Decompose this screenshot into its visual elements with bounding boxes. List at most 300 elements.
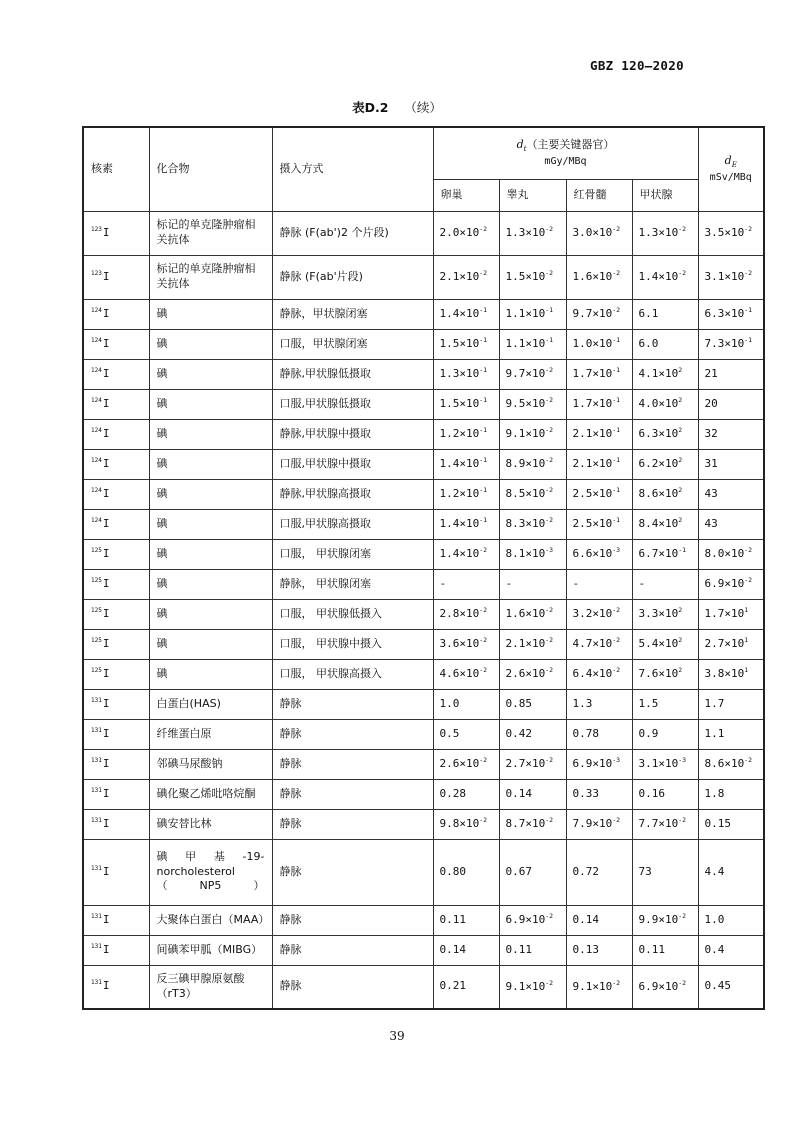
table-row [83, 479, 764, 509]
value-base: 1.7×10 [704, 607, 745, 621]
cell-red-marrow [566, 749, 632, 779]
cell-testis [499, 211, 566, 255]
cell-intake: 静脉 (F(ab')2 个片段) [272, 211, 433, 255]
cell-nuclide [83, 749, 149, 779]
table-row [83, 839, 764, 905]
value-base: 1.4×10 [638, 270, 679, 284]
nuclide-mass-number: 124 [91, 396, 102, 404]
cell-intake: 口服， 甲状腺中摄入 [272, 629, 433, 659]
value-exponent: -2 [545, 666, 554, 675]
value-exponent: 2 [678, 426, 683, 435]
cell-red-marrow [566, 599, 632, 629]
table-row [83, 779, 764, 809]
page-number: 39 [389, 1029, 405, 1043]
col-header-testis: 睾丸 [499, 179, 566, 211]
cell-nuclide [83, 389, 149, 419]
cell-effective [698, 569, 764, 599]
cell-intake: 静脉,甲状腺中摄取 [272, 419, 433, 449]
cell-testis [499, 599, 566, 629]
table-row [83, 935, 764, 965]
value-base: 9.1×10 [505, 979, 546, 993]
value-base: 9.8×10 [439, 817, 480, 831]
nuclide-element: I [102, 486, 110, 500]
table-row [83, 419, 764, 449]
nuclide-element: I [102, 269, 110, 283]
value-base: 5.4×10 [638, 637, 679, 651]
nuclide-mass-number: 131 [91, 726, 102, 734]
cell-intake: 静脉 [272, 839, 433, 905]
nuclide-element: I [102, 576, 110, 590]
cell-compound: 碘 [149, 629, 272, 659]
value-exponent: -2 [678, 816, 687, 825]
value-exponent: -1 [479, 426, 488, 435]
cell-thyroid [632, 509, 698, 539]
table-row [83, 359, 764, 389]
value-exponent: -1 [612, 336, 621, 345]
value-base: 2.7×10 [505, 757, 546, 771]
value-base: 7.9×10 [572, 817, 613, 831]
value-base: 8.5×10 [505, 487, 546, 501]
cell-effective [698, 749, 764, 779]
cell-effective: 1.1 [698, 719, 764, 749]
value-exponent: -3 [678, 756, 687, 765]
cell-ovary [433, 749, 499, 779]
cell-thyroid [632, 539, 698, 569]
cell-effective: 1.8 [698, 779, 764, 809]
cell-nuclide [83, 569, 149, 599]
cell-nuclide [83, 935, 149, 965]
cell-ovary [433, 509, 499, 539]
standard-code: GBZ 120—2020 [590, 58, 684, 73]
cell-effective [698, 599, 764, 629]
cell-red-marrow [566, 539, 632, 569]
value-base: 1.1×10 [505, 307, 546, 321]
value-base: 3.3×10 [638, 607, 679, 621]
cell-ovary: - [433, 569, 499, 599]
nuclide-mass-number: 131 [91, 864, 102, 872]
value-base: 2.1×10 [572, 427, 613, 441]
nuclide-element: I [102, 336, 110, 350]
value-base: 9.9×10 [638, 913, 679, 927]
cell-effective [698, 659, 764, 689]
col-header-compound: 化合物 [149, 127, 272, 211]
value-exponent: -1 [612, 366, 621, 375]
value-exponent: -2 [545, 396, 554, 405]
value-base: 2.8×10 [439, 607, 480, 621]
nuclide-element: I [102, 306, 110, 320]
cell-thyroid [632, 389, 698, 419]
cell-testis [499, 659, 566, 689]
cell-nuclide [83, 719, 149, 749]
value-base: 6.9×10 [505, 913, 546, 927]
value-exponent: 1 [744, 636, 749, 645]
cell-nuclide [83, 629, 149, 659]
cell-red-marrow [566, 659, 632, 689]
cell-testis: 0.85 [499, 689, 566, 719]
value-exponent: -2 [479, 666, 488, 675]
nuclide-element: I [102, 666, 110, 680]
value-base: 9.1×10 [505, 427, 546, 441]
cell-red-marrow [566, 329, 632, 359]
value-base: 2.1×10 [439, 270, 480, 284]
table-row [83, 629, 764, 659]
nuclide-element: I [102, 864, 110, 878]
value-exponent: -2 [545, 756, 554, 765]
effective-unit: mSv/MBq [709, 171, 752, 183]
cell-effective: 1.0 [698, 905, 764, 935]
cell-testis [499, 905, 566, 935]
value-exponent: -2 [744, 756, 753, 765]
table-row [83, 905, 764, 935]
value-exponent: -2 [744, 576, 753, 585]
effective-subscript: E [731, 161, 737, 170]
cell-testis [499, 809, 566, 839]
cell-effective: 0.15 [698, 809, 764, 839]
nuclide-element: I [102, 756, 110, 770]
value-exponent: -2 [612, 306, 621, 315]
nuclide-mass-number: 124 [91, 336, 102, 344]
value-base: 9.7×10 [505, 367, 546, 381]
value-base: 6.3×10 [638, 427, 679, 441]
value-base: 6.7×10 [638, 547, 679, 561]
nuclide-element: I [102, 912, 110, 926]
value-base: 1.7×10 [572, 397, 613, 411]
cell-testis: 0.42 [499, 719, 566, 749]
nuclide-element: I [102, 516, 110, 530]
cell-nuclide [83, 965, 149, 1009]
cell-nuclide [83, 419, 149, 449]
value-exponent: -2 [612, 816, 621, 825]
cell-red-marrow [566, 211, 632, 255]
nuclide-mass-number: 123 [91, 269, 102, 277]
cell-thyroid [632, 479, 698, 509]
value-base: 6.9×10 [638, 979, 679, 993]
value-exponent: -2 [479, 756, 488, 765]
value-base: 3.5×10 [704, 226, 745, 240]
table-row [83, 449, 764, 479]
cell-red-marrow [566, 629, 632, 659]
value-exponent: -2 [612, 978, 621, 987]
cell-testis: 0.67 [499, 839, 566, 905]
nuclide-element: I [102, 426, 110, 440]
cell-effective [698, 629, 764, 659]
cell-ovary [433, 255, 499, 299]
value-base: 8.6×10 [704, 757, 745, 771]
value-base: 4.7×10 [572, 637, 613, 651]
cell-red-marrow [566, 389, 632, 419]
value-exponent: -3 [612, 756, 621, 765]
col-header-thyroid: 甲状腺 [632, 179, 698, 211]
value-base: 2.1×10 [505, 637, 546, 651]
cell-effective: 20 [698, 389, 764, 419]
value-exponent: -2 [744, 546, 753, 555]
value-exponent: -1 [612, 486, 621, 495]
cell-intake: 口服,甲状腺低摄取 [272, 389, 433, 419]
cell-ovary [433, 359, 499, 389]
value-base: 1.4×10 [439, 547, 480, 561]
cell-intake: 静脉,甲状腺低摄取 [272, 359, 433, 389]
cell-compound: 白蛋白(HAS) [149, 689, 272, 719]
table-row [83, 569, 764, 599]
organ-dose-subscript: t [523, 145, 527, 154]
value-exponent: -2 [612, 636, 621, 645]
value-exponent: -1 [479, 516, 488, 525]
cell-thyroid: 0.16 [632, 779, 698, 809]
cell-compound: 间碘苯甲胍（MIBG） [149, 935, 272, 965]
cell-thyroid: 0.11 [632, 935, 698, 965]
col-header-organ-dose [433, 127, 698, 179]
value-exponent: -1 [479, 486, 488, 495]
cell-intake: 静脉 [272, 809, 433, 839]
value-exponent: -1 [545, 306, 554, 315]
nuclide-element: I [102, 456, 110, 470]
nuclide-element: I [102, 546, 110, 560]
nuclide-mass-number: 131 [91, 816, 102, 824]
cell-effective [698, 329, 764, 359]
cell-red-marrow [566, 509, 632, 539]
value-base: 6.4×10 [572, 667, 613, 681]
cell-nuclide [83, 905, 149, 935]
cell-effective: 43 [698, 509, 764, 539]
value-exponent: -2 [678, 912, 687, 921]
value-exponent: -1 [612, 396, 621, 405]
value-exponent: -2 [612, 606, 621, 615]
cell-intake: 口服,甲状腺中摄取 [272, 449, 433, 479]
value-base: 2.7×10 [704, 637, 745, 651]
cell-intake: 静脉 [272, 935, 433, 965]
nuclide-mass-number: 125 [91, 636, 102, 644]
cell-red-marrow: 1.3 [566, 689, 632, 719]
cell-ovary: 0.14 [433, 935, 499, 965]
cell-thyroid: 6.0 [632, 329, 698, 359]
cell-testis [499, 539, 566, 569]
cell-nuclide [83, 211, 149, 255]
value-base: 1.7×10 [572, 367, 613, 381]
value-base: 1.6×10 [505, 607, 546, 621]
cell-thyroid [632, 599, 698, 629]
table-row [83, 329, 764, 359]
cell-nuclide [83, 839, 149, 905]
cell-red-marrow: 0.78 [566, 719, 632, 749]
cell-red-marrow [566, 965, 632, 1009]
cell-effective: 43 [698, 479, 764, 509]
cell-red-marrow [566, 299, 632, 329]
cell-intake: 口服， 甲状腺闭塞 [272, 539, 433, 569]
value-base: 8.9×10 [505, 457, 546, 471]
cell-testis: 0.11 [499, 935, 566, 965]
cell-compound: 碘 [149, 479, 272, 509]
value-exponent: 2 [678, 396, 683, 405]
value-exponent: -1 [479, 336, 488, 345]
value-exponent: -1 [545, 336, 554, 345]
cell-nuclide [83, 329, 149, 359]
cell-nuclide [83, 509, 149, 539]
cell-compound: 碘 [149, 449, 272, 479]
value-exponent: -2 [612, 666, 621, 675]
cell-compound: 邻碘马尿酸钠 [149, 749, 272, 779]
value-exponent: 2 [678, 636, 683, 645]
organ-dose-symbol: d [516, 138, 524, 152]
nuclide-element: I [102, 636, 110, 650]
value-base: 7.3×10 [704, 337, 745, 351]
cell-compound: 纤维蛋白原 [149, 719, 272, 749]
cell-testis [499, 479, 566, 509]
cell-nuclide [83, 479, 149, 509]
cell-red-marrow: 0.72 [566, 839, 632, 905]
value-base: 9.5×10 [505, 397, 546, 411]
cell-nuclide [83, 449, 149, 479]
value-base: 2.1×10 [572, 457, 613, 471]
col-header-nuclide: 核素 [83, 127, 149, 211]
cell-red-marrow [566, 449, 632, 479]
nuclide-element: I [102, 942, 110, 956]
table-row [83, 599, 764, 629]
cell-nuclide [83, 255, 149, 299]
cell-intake: 静脉， 甲状腺闭塞 [272, 569, 433, 599]
table-row [83, 659, 764, 689]
value-exponent: 2 [678, 486, 683, 495]
value-exponent: -2 [479, 816, 488, 825]
col-header-ovary: 卵巢 [433, 179, 499, 211]
col-header-red-marrow: 红骨髓 [566, 179, 632, 211]
cell-testis [499, 629, 566, 659]
value-exponent: -2 [678, 978, 687, 987]
cell-testis [499, 509, 566, 539]
cell-ovary [433, 211, 499, 255]
value-base: 2.5×10 [572, 487, 613, 501]
cell-testis: - [499, 569, 566, 599]
cell-nuclide [83, 359, 149, 389]
cell-compound: 碘 [149, 539, 272, 569]
value-base: 6.9×10 [704, 577, 745, 591]
nuclide-element: I [102, 816, 110, 830]
cell-effective: 0.45 [698, 965, 764, 1009]
value-exponent: 2 [678, 456, 683, 465]
cell-red-marrow [566, 809, 632, 839]
cell-ovary [433, 299, 499, 329]
value-base: 8.1×10 [505, 547, 546, 561]
cell-thyroid [632, 809, 698, 839]
nuclide-mass-number: 124 [91, 306, 102, 314]
organ-dose-unit: mGy/MBq [544, 155, 587, 167]
nuclide-mass-number: 125 [91, 666, 102, 674]
value-exponent: -1 [612, 516, 621, 525]
table-row [83, 389, 764, 419]
table-row [83, 509, 764, 539]
cell-compound: 碘 [149, 509, 272, 539]
table-row [83, 965, 764, 1009]
cell-thyroid: 6.1 [632, 299, 698, 329]
nuclide-element: I [102, 396, 110, 410]
value-base: 1.1×10 [505, 337, 546, 351]
value-exponent: -1 [744, 336, 753, 345]
dose-table [82, 126, 765, 1010]
cell-red-marrow [566, 419, 632, 449]
cell-thyroid: - [632, 569, 698, 599]
value-exponent: -2 [545, 636, 554, 645]
value-base: 6.2×10 [638, 457, 679, 471]
value-exponent: -1 [612, 426, 621, 435]
cell-ovary [433, 419, 499, 449]
table-row [83, 749, 764, 779]
table-row [83, 689, 764, 719]
effective-symbol: d [724, 154, 732, 168]
value-base: 8.0×10 [704, 547, 745, 561]
cell-thyroid: 73 [632, 839, 698, 905]
cell-compound: 碘 [149, 599, 272, 629]
value-base: 3.0×10 [572, 226, 613, 240]
cell-nuclide [83, 299, 149, 329]
cell-intake: 静脉 [272, 749, 433, 779]
cell-ovary: 0.5 [433, 719, 499, 749]
value-base: 1.2×10 [439, 427, 480, 441]
nuclide-mass-number: 123 [91, 225, 102, 233]
value-exponent: -2 [545, 269, 554, 278]
cell-red-marrow: 0.13 [566, 935, 632, 965]
cell-ovary [433, 599, 499, 629]
value-base: 7.7×10 [638, 817, 679, 831]
cell-compound: 标记的单克隆肿瘤相关抗体 [149, 255, 272, 299]
value-base: 1.5×10 [439, 397, 480, 411]
value-base: 4.0×10 [638, 397, 679, 411]
cell-red-marrow [566, 359, 632, 389]
value-base: 4.6×10 [439, 667, 480, 681]
nuclide-mass-number: 131 [91, 912, 102, 920]
nuclide-mass-number: 131 [91, 756, 102, 764]
cell-intake: 口服,甲状腺高摄取 [272, 509, 433, 539]
table-row [83, 255, 764, 299]
cell-thyroid [632, 749, 698, 779]
cell-ovary [433, 539, 499, 569]
cell-thyroid [632, 211, 698, 255]
value-base: 6.6×10 [572, 547, 613, 561]
value-base: 2.5×10 [572, 517, 613, 531]
cell-compound: 碘 [149, 389, 272, 419]
cell-ovary [433, 479, 499, 509]
value-base: 1.2×10 [439, 487, 480, 501]
cell-thyroid [632, 965, 698, 1009]
cell-testis [499, 359, 566, 389]
value-base: 3.8×10 [704, 667, 745, 681]
cell-effective: 21 [698, 359, 764, 389]
value-base: 1.4×10 [439, 307, 480, 321]
cell-thyroid [632, 419, 698, 449]
cell-effective [698, 299, 764, 329]
value-base: 9.1×10 [572, 979, 613, 993]
cell-testis [499, 449, 566, 479]
value-exponent: -2 [479, 546, 488, 555]
value-exponent: -2 [678, 269, 687, 278]
cell-intake: 口服， 甲状腺低摄入 [272, 599, 433, 629]
nuclide-mass-number: 125 [91, 576, 102, 584]
cell-testis [499, 299, 566, 329]
cell-effective: 32 [698, 419, 764, 449]
value-exponent: -2 [479, 225, 488, 234]
cell-ovary: 0.11 [433, 905, 499, 935]
nuclide-mass-number: 131 [91, 979, 102, 987]
nuclide-mass-number: 131 [91, 696, 102, 704]
value-base: 3.1×10 [704, 270, 745, 284]
cell-intake: 静脉 (F(ab'片段) [272, 255, 433, 299]
cell-intake: 静脉 [272, 905, 433, 935]
value-base: 1.4×10 [439, 517, 480, 531]
cell-red-marrow [566, 255, 632, 299]
cell-red-marrow: 0.33 [566, 779, 632, 809]
cell-testis [499, 419, 566, 449]
cell-thyroid [632, 255, 698, 299]
value-exponent: -1 [479, 456, 488, 465]
value-exponent: -2 [479, 269, 488, 278]
